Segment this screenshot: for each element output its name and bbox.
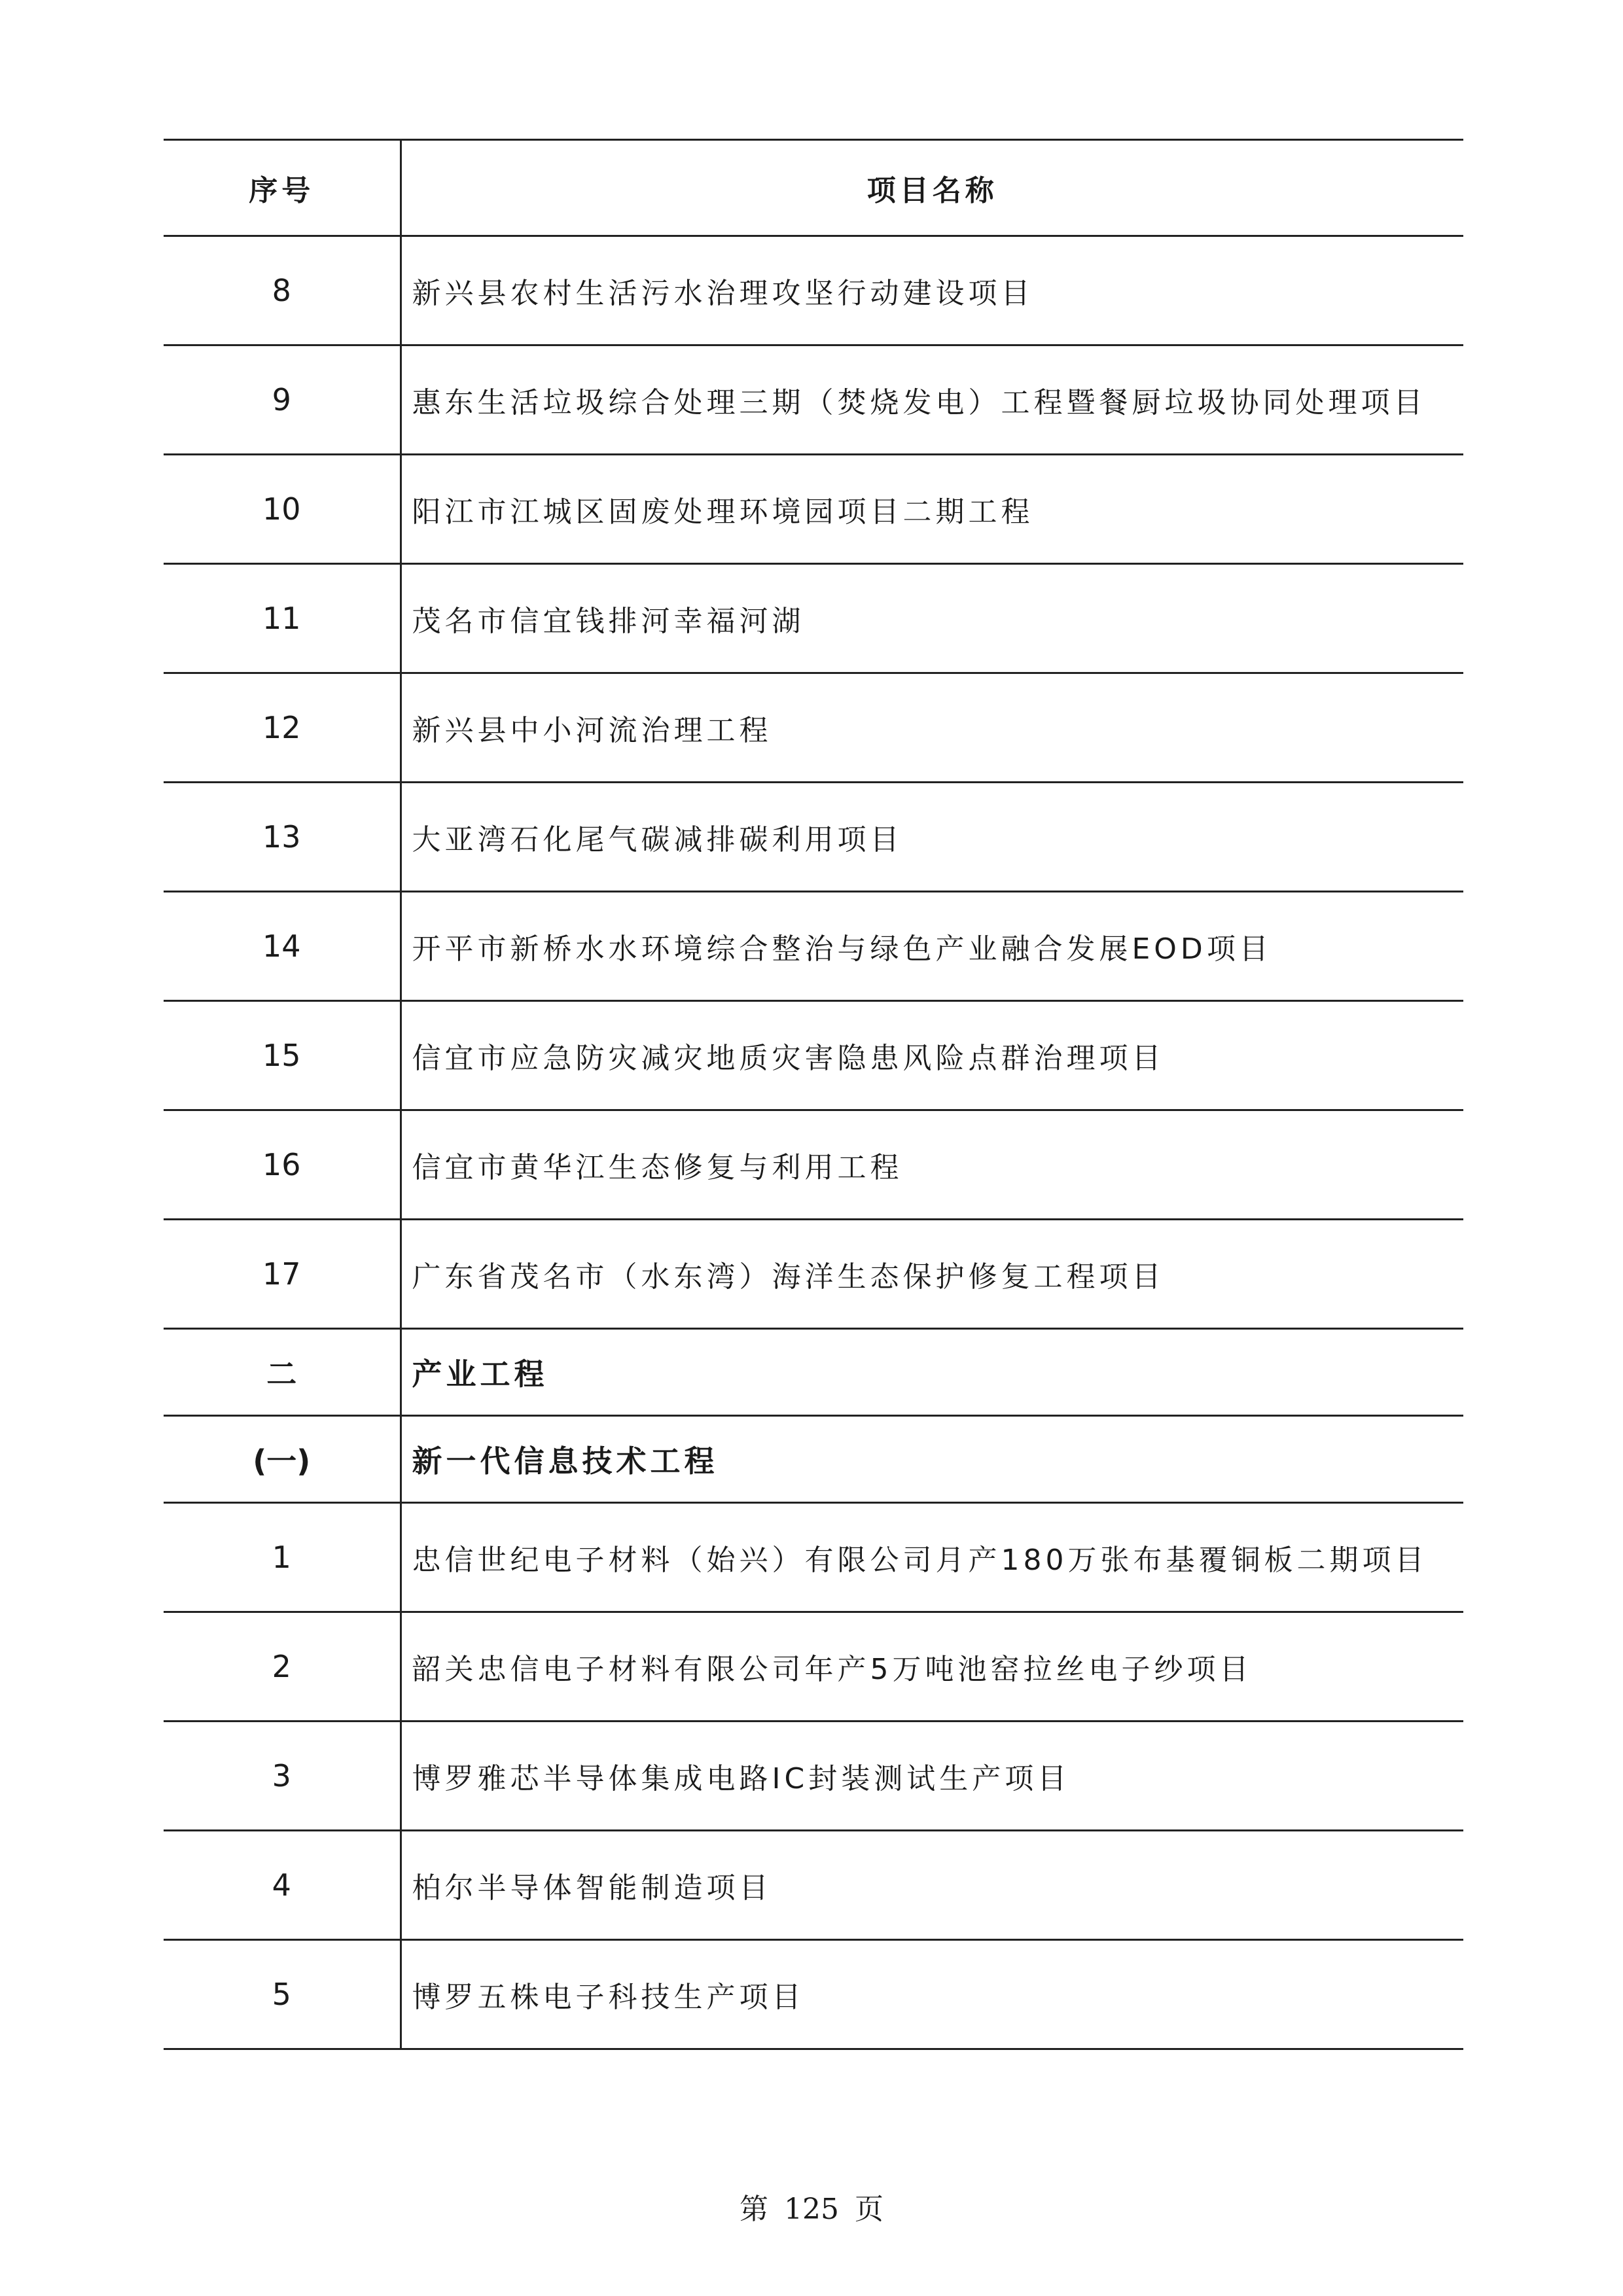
table-row [164, 1831, 1463, 1940]
header-name: 项目名称 [401, 140, 1463, 236]
table-row [164, 455, 1463, 564]
page-number: 125 [784, 2193, 839, 2226]
table-row [164, 1503, 1463, 1612]
row-name: 柏尔半导体智能制造项目 [401, 1831, 1463, 1940]
row-name: 新兴县农村生活污水治理攻坚行动建设项目 [401, 236, 1463, 345]
row-name: 博罗雅芯半导体集成电路IC封装测试生产项目 [401, 1722, 1463, 1831]
section-row [164, 1329, 1463, 1416]
row-name: 广东省茂名市（水东湾）海洋生态保护修复工程项目 [401, 1220, 1463, 1329]
section-number: 二 [164, 1329, 401, 1416]
row-name: 信宜市应急防灾减灾地质灾害隐患风险点群治理项目 [401, 1001, 1463, 1110]
row-number: 10 [164, 455, 401, 564]
row-number: 17 [164, 1220, 401, 1329]
row-number: 4 [164, 1831, 401, 1940]
row-name: 忠信世纪电子材料（始兴）有限公司月产180万张布基覆铜板二期项目 [401, 1503, 1463, 1612]
footer-prefix: 第 [740, 2193, 768, 2226]
row-name: 开平市新桥水水环境综合整治与绿色产业融合发展EOD项目 [401, 892, 1463, 1001]
table-row [164, 1220, 1463, 1329]
table-row [164, 1722, 1463, 1831]
row-number: 5 [164, 1940, 401, 2049]
row-number: 16 [164, 1110, 401, 1220]
table-row [164, 783, 1463, 892]
row-number: 9 [164, 345, 401, 455]
row-number: 2 [164, 1612, 401, 1722]
table-header-row [164, 140, 1463, 236]
row-number: 12 [164, 673, 401, 783]
section-title: 新一代信息技术工程 [401, 1416, 1463, 1503]
project-table [164, 139, 1463, 2050]
row-number: 14 [164, 892, 401, 1001]
row-name: 韶关忠信电子材料有限公司年产5万吨池窑拉丝电子纱项目 [401, 1612, 1463, 1722]
row-number: 15 [164, 1001, 401, 1110]
table-row [164, 892, 1463, 1001]
row-name: 惠东生活垃圾综合处理三期（焚烧发电）工程暨餐厨垃圾协同处理项目 [401, 345, 1463, 455]
row-number: 3 [164, 1722, 401, 1831]
row-name: 大亚湾石化尾气碳减排碳利用项目 [401, 783, 1463, 892]
table-row [164, 1110, 1463, 1220]
table-row [164, 236, 1463, 345]
table-row [164, 564, 1463, 673]
footer-suffix: 页 [854, 2193, 883, 2226]
row-name: 阳江市江城区固废处理环境园项目二期工程 [401, 455, 1463, 564]
page-footer [0, 2185, 1623, 2227]
row-name: 新兴县中小河流治理工程 [401, 673, 1463, 783]
table-row [164, 345, 1463, 455]
section-number: (一) [164, 1416, 401, 1503]
header-number: 序号 [164, 140, 401, 236]
row-name: 信宜市黄华江生态修复与利用工程 [401, 1110, 1463, 1220]
table-body [164, 236, 1463, 2049]
table-row [164, 1612, 1463, 1722]
row-number: 1 [164, 1503, 401, 1612]
section-title: 产业工程 [401, 1329, 1463, 1416]
table-row [164, 1940, 1463, 2049]
table-row [164, 1001, 1463, 1110]
row-number: 8 [164, 236, 401, 345]
row-name: 茂名市信宜钱排河幸福河湖 [401, 564, 1463, 673]
row-number: 13 [164, 783, 401, 892]
table-row [164, 673, 1463, 783]
row-number: 11 [164, 564, 401, 673]
row-name: 博罗五株电子科技生产项目 [401, 1940, 1463, 2049]
section-row [164, 1416, 1463, 1503]
